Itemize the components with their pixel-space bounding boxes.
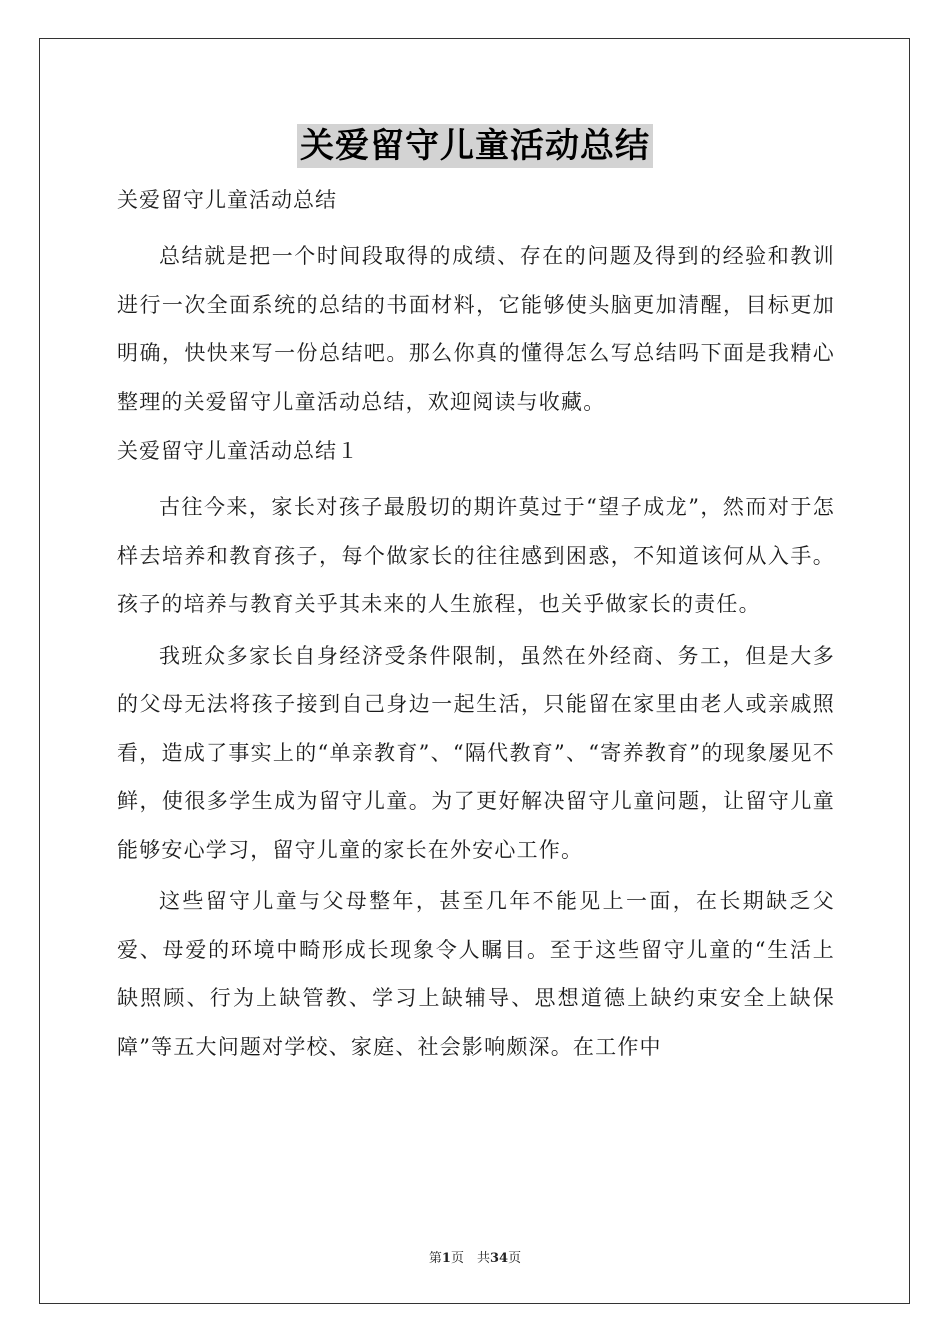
section-heading: 关爱留守儿童活动总结１ [117,439,359,463]
body-paragraph-3: 这些留守儿童与父母整年，甚至几年不能见上一面，在长期缺乏父爱、母爱的环境中畸形成长现象令人瞩目。至于这些留守儿童的“生活上缺照顾、行为上缺管教、学习上缺辅导、思想道德上缺约束安全上缺保障”等五大问题对学校、家庭、社会影响颇深。在工作中 [117,889,835,1059]
page-mid: 页 共 [450,1251,490,1266]
document-body [117,178,835,1074]
body-paragraph-2: 我班众多家长自身经济受条件限制，虽然在外经商、务工，但是大多的父母无法将孩子接到自己身边一起生活，只能留在家里由老人或亲戚照看，造成了事实上的“单亲教育”、“隔代教育”、“寄养教育”的现象屡见不鲜，使很多学生成为留守儿童。为了更好解决留守儿童问题，让留守儿童能够安心学习，留守儿童的家长在外安心工作。 [117,643,835,862]
page-footer [0,1247,950,1266]
body-paragraph-1: 古往今来，家长对孩子最殷切的期许莫过于“望子成龙”，然而对于怎样去培养和教育孩子，每个做家长的往往感到困惑，不知道该何从入手。孩子的培养与教育关乎其未来的人生旅程，也关乎做家长的责任。 [117,495,835,616]
intro-paragraph: 总结就是把一个时间段取得的成绩、存在的问题及得到的经验和教训进行一次全面系统的总结的书面材料，它能够使头脑更加清醒，目标更加明确，快快来写一份总结吧。那么你真的懂得怎么写总结吗下面是我精心整理的关爱留守儿童活动总结，欢迎阅读与收藏。 [117,244,835,414]
document-subtitle: 关爱留守儿童活动总结 [117,188,337,212]
page-number: 1 [441,1251,451,1266]
page-suffix: 页 [508,1251,522,1266]
page-prefix: 第 [428,1251,442,1266]
total-pages: 34 [489,1251,509,1266]
document-title: 关爱留守儿童活动总结 [297,124,653,168]
title-container [0,124,950,168]
